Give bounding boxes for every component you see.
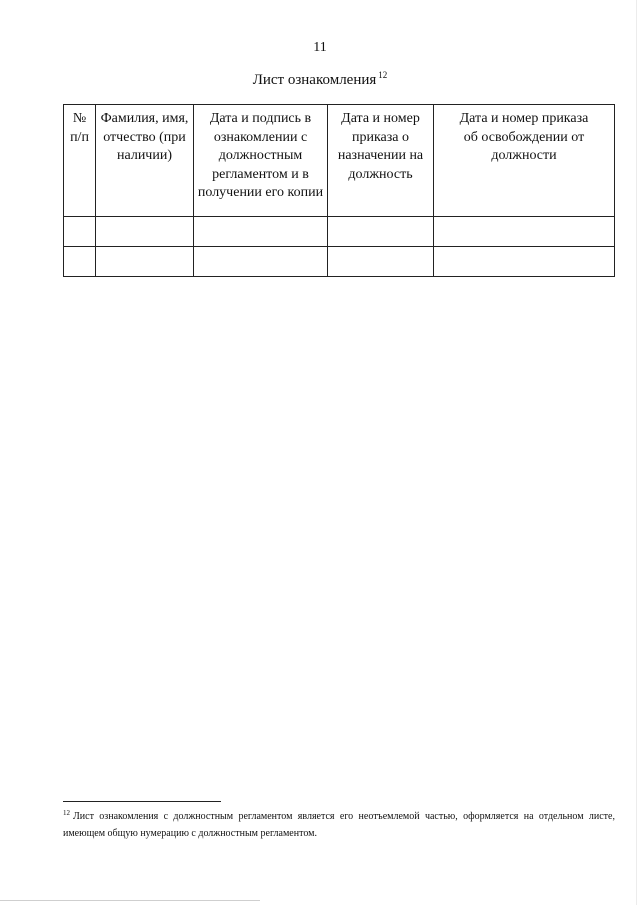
acknowledgement-table xyxy=(63,104,615,277)
table-cell xyxy=(328,217,434,247)
table-row xyxy=(64,247,615,277)
table-cell xyxy=(194,247,328,277)
footnote-separator xyxy=(63,801,221,802)
footnote xyxy=(63,805,615,842)
table-cell xyxy=(96,247,194,277)
page-number: 11 xyxy=(313,40,327,55)
header-full-name: Фамилия, имя, отчество (при наличии) xyxy=(96,105,194,217)
title-footnote-ref: 12 xyxy=(378,70,388,80)
table-header-row xyxy=(64,105,615,217)
table-cell xyxy=(434,247,615,277)
title-text: Лист ознакомления xyxy=(252,72,377,88)
scan-edge-mark xyxy=(636,0,637,905)
header-appointment-order: Дата и номер приказа о назначении на должность xyxy=(328,105,434,217)
table-cell xyxy=(64,247,96,277)
table-cell xyxy=(96,217,194,247)
table-cell xyxy=(64,217,96,247)
table-cell xyxy=(194,217,328,247)
table-cell xyxy=(328,247,434,277)
footnote-text: Лист ознакомления с должностным регламентом является его неотъемлемой частью, оформляется на отдельном листе, имеющем общую нумерацию с должностным регламентом. xyxy=(63,811,615,839)
footnote-number: 12 xyxy=(63,809,70,817)
table-row xyxy=(64,217,615,247)
header-number: № п/п xyxy=(64,105,96,217)
header-acknowledgement-date-signature: Дата и подпись в ознакомлении с должностным регламентом и в получении его копии xyxy=(194,105,328,217)
scan-edge-mark xyxy=(0,900,260,901)
page-title xyxy=(0,70,640,89)
header-dismissal-order: Дата и номер приказа об освобождении от должности xyxy=(434,105,615,217)
table-cell xyxy=(434,217,615,247)
